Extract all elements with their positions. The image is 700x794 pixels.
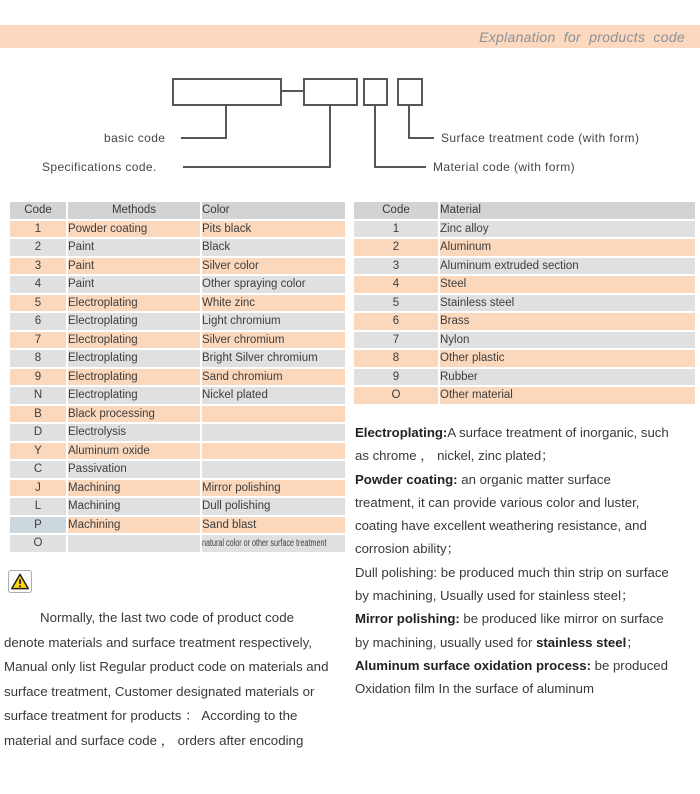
note-line: Powder coating: an organic matter surface xyxy=(355,471,611,487)
connector-line xyxy=(281,90,303,92)
material-name-cell: Aluminum extruded section xyxy=(440,258,695,275)
methods-header-code: Code xyxy=(10,202,66,219)
methods-method-cell: Electroplating xyxy=(68,313,200,330)
material-code-cell: 7 xyxy=(354,332,438,349)
material-header-material: Material xyxy=(440,202,695,219)
methods-code-cell: L xyxy=(10,498,66,515)
methods-code-cell: Y xyxy=(10,443,66,460)
material-code-cell: 3 xyxy=(354,258,438,275)
leader-line xyxy=(181,137,227,139)
methods-code-cell: 5 xyxy=(10,295,66,312)
table-row xyxy=(10,498,345,515)
note-line: Aluminum surface oxidation process: be produced xyxy=(355,657,668,673)
methods-method-cell: Electroplating xyxy=(68,332,200,349)
note-line: surface treatment for products ： According to the xyxy=(4,708,298,724)
material-header-code: Code xyxy=(354,202,438,219)
methods-code-cell: P xyxy=(10,517,66,534)
warning-button xyxy=(8,570,32,593)
methods-method-cell: Electrolysis xyxy=(68,424,200,441)
material-code-cell: O xyxy=(354,387,438,404)
surface-treatment-code-label: Surface treatment code (with form) xyxy=(441,131,640,145)
methods-code-cell: 7 xyxy=(10,332,66,349)
material-table-header-row xyxy=(354,202,695,219)
table-row xyxy=(354,369,695,386)
material-name-cell: Nylon xyxy=(440,332,695,349)
table-row xyxy=(354,221,695,238)
methods-header-methods: Methods xyxy=(68,202,200,219)
table-row xyxy=(10,313,345,330)
note-line: Normally, the last two code of product code xyxy=(40,610,294,625)
leader-line xyxy=(408,105,410,139)
methods-method-cell: Black processing xyxy=(68,406,200,423)
leader-line xyxy=(329,105,331,168)
table-row xyxy=(354,350,695,367)
methods-method-cell: Electroplating xyxy=(68,369,200,386)
table-row xyxy=(10,461,345,478)
table-row xyxy=(10,406,345,423)
methods-code-cell: N xyxy=(10,387,66,404)
material-name-cell: Aluminum xyxy=(440,239,695,256)
methods-color-cell xyxy=(202,443,345,460)
methods-method-cell: Paint xyxy=(68,258,200,275)
leader-line xyxy=(225,105,227,139)
material-code-cell: 2 xyxy=(354,239,438,256)
table-row xyxy=(10,350,345,367)
methods-color-cell: Bright Silver chromium xyxy=(202,350,345,367)
ordering-note xyxy=(4,606,356,754)
basic-code-box xyxy=(172,78,282,106)
page-header-bar xyxy=(0,25,700,48)
note-line: denote materials and surface treatment respectively, xyxy=(4,634,312,650)
note-line: by machining, Usually used for stainless steel； xyxy=(355,588,635,604)
material-code-cell: 5 xyxy=(354,295,438,312)
table-row xyxy=(354,332,695,349)
material-name-cell: Other material xyxy=(440,387,695,404)
methods-method-cell: Paint xyxy=(68,239,200,256)
table-row xyxy=(10,535,345,552)
methods-color-cell xyxy=(202,424,345,441)
table-row xyxy=(10,258,345,275)
note-line: as chrome ， nickel, zinc plated； xyxy=(355,448,555,464)
methods-code-cell: J xyxy=(10,480,66,497)
page-title: Explanation for products code xyxy=(479,28,685,45)
surface-treatment-code-box xyxy=(397,78,423,106)
methods-color-cell: Mirror polishing xyxy=(202,480,345,497)
material-code-box xyxy=(363,78,388,106)
material-name-cell: Steel xyxy=(440,276,695,293)
table-row xyxy=(10,239,345,256)
methods-code-cell: 1 xyxy=(10,221,66,238)
material-table-body xyxy=(354,221,695,404)
methods-code-cell: C xyxy=(10,461,66,478)
material-name-cell: Other plastic xyxy=(440,350,695,367)
table-row xyxy=(354,239,695,256)
methods-color-cell: Silver color xyxy=(202,258,345,275)
methods-method-cell: Electroplating xyxy=(68,350,200,367)
material-code-cell: 9 xyxy=(354,369,438,386)
table-row xyxy=(10,424,345,441)
note-line: Manual only list Regular product code on materials and xyxy=(4,659,329,675)
material-table xyxy=(352,200,697,406)
warning-triangle-icon xyxy=(11,573,29,590)
note-line: surface treatment, Customer designated materials or xyxy=(4,683,315,699)
methods-code-cell: 2 xyxy=(10,239,66,256)
table-row xyxy=(354,313,695,330)
material-name-cell: Zinc alloy xyxy=(440,221,695,238)
table-row xyxy=(10,276,345,293)
note-line: Oxidation film In the surface of aluminum xyxy=(355,681,594,697)
table-row xyxy=(354,387,695,404)
methods-color-cell xyxy=(202,406,345,423)
methods-method-cell: Powder coating xyxy=(68,221,200,238)
methods-color-cell: Sand blast xyxy=(202,517,345,534)
methods-color-cell: natural color or other surface treatment xyxy=(202,535,345,552)
material-code-cell: 4 xyxy=(354,276,438,293)
methods-code-cell: 6 xyxy=(10,313,66,330)
methods-method-cell: Paint xyxy=(68,276,200,293)
methods-header-color: Color xyxy=(202,202,345,219)
table-row xyxy=(10,480,345,497)
methods-code-cell: 3 xyxy=(10,258,66,275)
methods-method-cell xyxy=(68,535,200,552)
note-line: Dull polishing: be produced much thin strip on surface xyxy=(355,564,669,580)
surface-treatment-notes xyxy=(355,421,700,701)
material-name-cell: Rubber xyxy=(440,369,695,386)
specifications-code-box xyxy=(303,78,358,106)
basic-code-label: basic code xyxy=(104,131,166,145)
note-line: corrosion ability； xyxy=(355,541,460,557)
note-line: Mirror polishing: be produced like mirror on surface xyxy=(355,611,664,627)
table-row xyxy=(10,387,345,404)
methods-color-cell: Pits black xyxy=(202,221,345,238)
methods-code-cell: B xyxy=(10,406,66,423)
methods-code-cell: D xyxy=(10,424,66,441)
methods-color-cell: Dull polishing xyxy=(202,498,345,515)
methods-color-cell: Black xyxy=(202,239,345,256)
methods-color-cell: Nickel plated xyxy=(202,387,345,404)
methods-color-cell xyxy=(202,461,345,478)
methods-method-cell: Electroplating xyxy=(68,387,200,404)
table-row xyxy=(10,295,345,312)
material-code-cell: 1 xyxy=(354,221,438,238)
methods-code-cell: O xyxy=(10,535,66,552)
note-line: coating have excellent weathering resistance, and xyxy=(355,518,647,534)
note-line: material and surface code ， orders after encoding xyxy=(4,732,304,748)
note-line: treatment, it can provide various color and luster, xyxy=(355,494,640,510)
table-row xyxy=(354,295,695,312)
table-row xyxy=(10,517,345,534)
methods-method-cell: Passivation xyxy=(68,461,200,478)
methods-table-body xyxy=(10,221,345,552)
material-code-cell: 8 xyxy=(354,350,438,367)
methods-color-cell: Other spraying color xyxy=(202,276,345,293)
methods-method-cell: Machining xyxy=(68,517,200,534)
material-name-cell: Brass xyxy=(440,313,695,330)
material-name-cell: Stainless steel xyxy=(440,295,695,312)
methods-code-cell: 9 xyxy=(10,369,66,386)
methods-color-cell: Light chromium xyxy=(202,313,345,330)
methods-code-cell: 8 xyxy=(10,350,66,367)
table-row xyxy=(354,276,695,293)
methods-color-cell: Sand chromium xyxy=(202,369,345,386)
methods-method-cell: Electroplating xyxy=(68,295,200,312)
methods-color-cell: Silver chromium xyxy=(202,332,345,349)
table-row xyxy=(10,443,345,460)
table-row xyxy=(10,369,345,386)
leader-line xyxy=(408,137,434,139)
methods-code-cell: 4 xyxy=(10,276,66,293)
note-line: Electroplating:A surface treatment of inorganic, such xyxy=(355,425,669,440)
leader-line xyxy=(374,166,426,168)
table-row xyxy=(10,221,345,238)
methods-method-cell: Aluminum oxide xyxy=(68,443,200,460)
methods-table xyxy=(8,200,347,554)
specifications-code-label: Specifications code. xyxy=(42,160,157,174)
table-row xyxy=(354,258,695,275)
material-code-cell: 6 xyxy=(354,313,438,330)
leader-line xyxy=(183,166,331,168)
methods-color-cell: White zinc xyxy=(202,295,345,312)
methods-method-cell: Machining xyxy=(68,480,200,497)
methods-table-header-row xyxy=(10,202,345,219)
note-line: by machining, usually used for stainless steel； xyxy=(355,634,640,650)
material-code-label: Material code (with form) xyxy=(433,160,576,174)
methods-method-cell: Machining xyxy=(68,498,200,515)
leader-line xyxy=(374,105,376,168)
table-row xyxy=(10,332,345,349)
